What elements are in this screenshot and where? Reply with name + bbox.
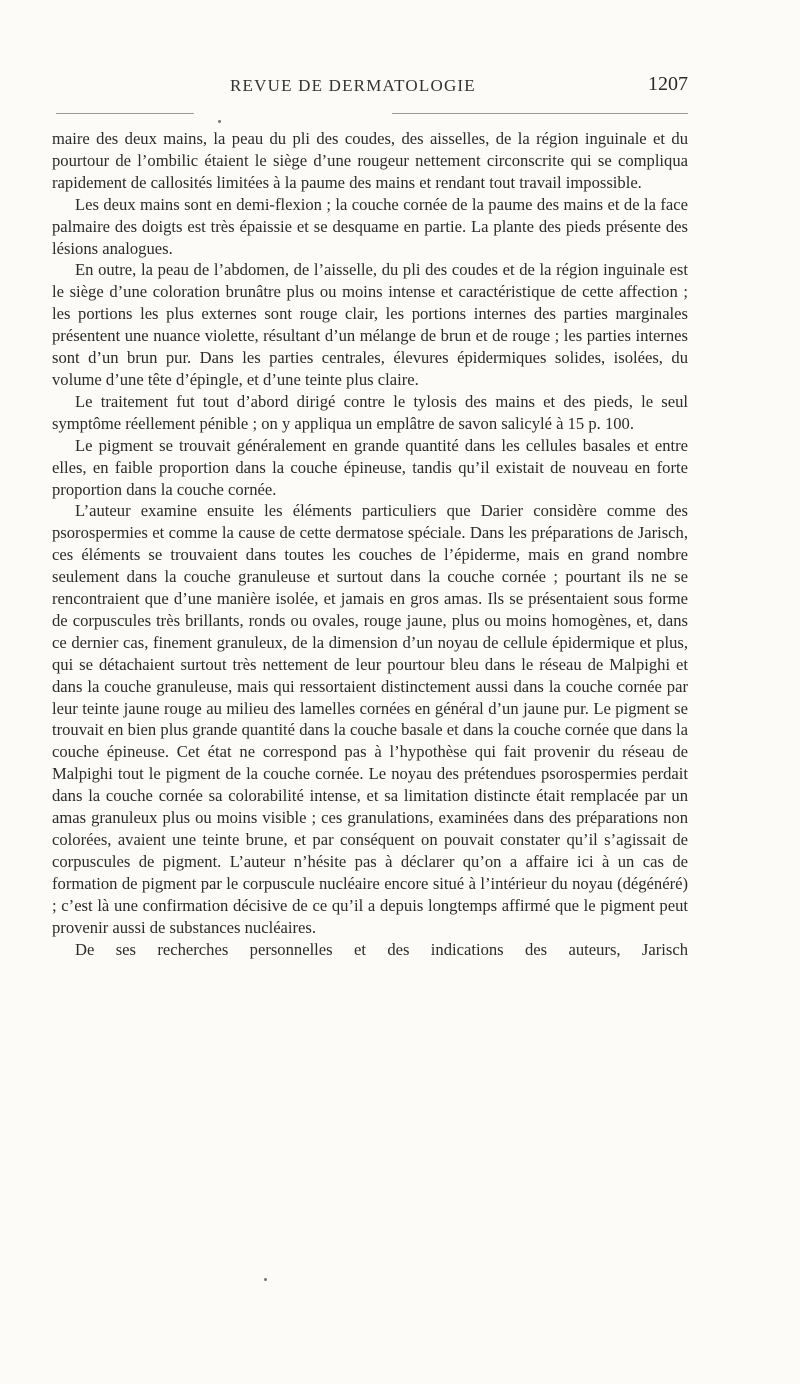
running-title: REVUE DE DERMATOLOGIE bbox=[230, 76, 476, 95]
page-number: 1207 bbox=[648, 73, 688, 95]
paragraph-continued: maire des deux mains, la peau du pli des coudes, des aisselles, de la région inguinale et du pourtour de l’ombilic étaient le siège d’une rougeur nettement circonscrite qui se compliqua rapidement de callosités limitées à la paume des mains et rendant tout travail impossible. bbox=[52, 129, 688, 192]
header-rule-left bbox=[56, 113, 194, 114]
body-text bbox=[52, 128, 688, 960]
paragraph: Les deux mains sont en demi-flexion ; la couche cornée de la paume des mains et de la face palmaire des doigts est très épaissie et se desquame en partie. La plante des pieds présente des lésions analogues. bbox=[52, 194, 688, 258]
print-speck bbox=[264, 1278, 267, 1281]
page-header bbox=[52, 73, 688, 102]
document-page bbox=[52, 0, 688, 1384]
paragraph-last-line: De ses recherches personnelles et des indications des auteurs, Jarisch bbox=[75, 939, 688, 959]
paragraph: En outre, la peau de l’abdomen, de l’aisselle, du pli des coudes et de la région inguinale est le siège d’une coloration brunâtre plus ou moins intense et caractéristique de cette affection ; les portions les plus externes sont rouge clair, les portions internes des parties marginales présentent une nuance violette, résultant d’un mélange de brun et de rouge ; les parties internes sont d’un brun pur. Dans les parties centrales, élevures épidermiques solides, isolées, du volume d’une tête d’épingle, et d’une teinte plus claire. bbox=[52, 260, 688, 389]
print-speck bbox=[218, 120, 221, 123]
paragraph: Le pigment se trouvait généralement en grande quantité dans les cellules basales et entre elles, en faible proportion dans la couche épineuse, tandis qu’il existait de nouveau en forte proportion dans la couche cornée. bbox=[52, 435, 688, 499]
paragraph: Le traitement fut tout d’abord dirigé contre le tylosis des mains et des pieds, le seul symptôme réellement pénible ; on y appliqua un emplâtre de savon salicylé à 15 p. 100. bbox=[52, 391, 688, 433]
paragraph: L’auteur examine ensuite les éléments particuliers que Darier considère comme des psorospermies et comme la cause de cette dermatose spéciale. Dans les préparations de Jarisch, ces éléments se trouvaient dans toutes les couches de l’épiderme, mais en grand nombre seulement dans la couche granuleuse et surtout dans la couche cornée ; pourtant ils ne se rencontraient que d’une manière isolée, et jamais en gros amas. Ils se présentaient sous forme de corpuscules très brillants, ronds ou ovales, rouge jaune, plus ou moins homogènes, et, dans ce dernier cas, finement granuleux, de la dimension d’un noyau de cellule épidermique et plus, qui se détachaient surtout très nettement de leur pourtour bleu dans le réseau de Malpighi et dans la couche granuleuse, mais qui ressortaient distinctement aussi dans la couche cornée par leur teinte jaune rouge au milieu des lamelles cornées en général d’un jaune pur. Le pigment se trouvait en bien plus grande quantité dans la couche basale et dans la couche cornée que dans la couche épineuse. Cet état ne correspond pas à l’hypothèse qui fait provenir du réseau de Malpighi tout le pigment de la couche cornée. Le noyau des prétendues psorospermies perdait dans la couche cornée sa colorabilité intense, et sa limitation distincte était remplacée par un amas granuleux plus ou moins visible ; ces granulations, examinées dans des préparations non colorées, avaient une teinte brune, et par conséquent on pouvait constater qu’il s’agissait de corpuscules de pigment. L’auteur n’hésite pas à déclarer qu’on a affaire ici à un cas de formation de pigment par le corpuscule nucléaire encore situé à l’intérieur du noyau (dégénéré) ; c’est là une confirmation décisive de ce qu’il a depuis longtemps affirmé que le pigment peut provenir aussi de substances nucléaires. bbox=[52, 501, 688, 937]
header-rule-right bbox=[392, 113, 688, 114]
